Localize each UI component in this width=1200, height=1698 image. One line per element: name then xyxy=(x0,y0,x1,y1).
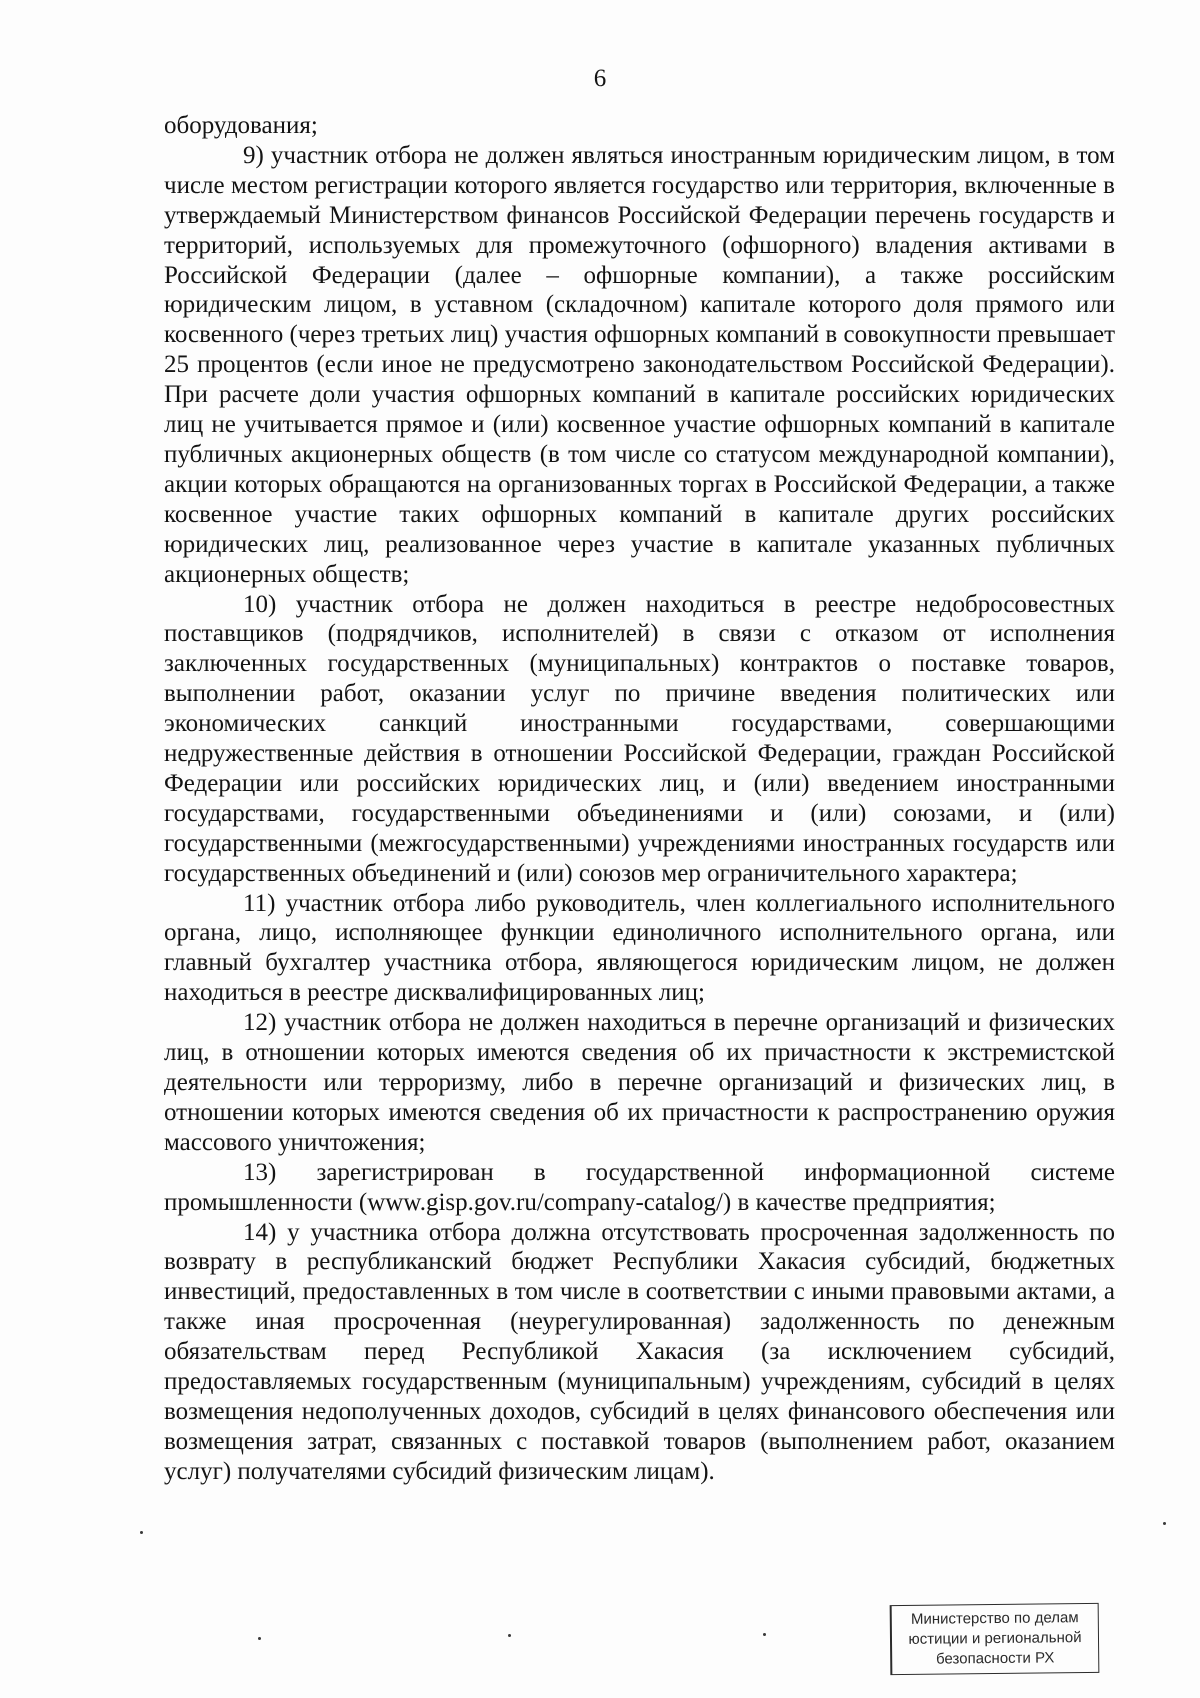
paragraph-item-12: 12) участник отбора не должен находиться в перечне организаций и физических лиц, в отношении которых имеются сведения об их причастности к экстремистской деятельности или терроризму, либо в перечне организаций и физических лиц, в отношении которых имеются сведения об их причастности к распространению оружия массового уничтожения; xyxy=(164,1009,1115,1156)
page-number: 6 xyxy=(593,65,607,92)
document-body xyxy=(164,111,1115,1487)
stamp-line: Министерство по делам xyxy=(910,1609,1079,1628)
scan-speck xyxy=(140,1531,143,1534)
scan-speck xyxy=(508,1634,511,1637)
paragraph-item-9: 9) участник отбора не должен являться иностранным юридическим лицом, в том числе местом регистрации которого является государство или территория, включенные в утверждаемый Министерством финансов Российской Федерации перечень государств и территорий, используемых для промежуточного (офшорного) владения активами в Российской Федерации (далее – офшорные компании), а также российским юридическим лицом, в уставном (складочном) капитале которого доля прямого или косвенного (через третьих лиц) участия офшорных компаний в совокупности превышает 25 процентов (если иное не предусмотрено законодательством Российской Федерации). При расчете доли участия офшорных компаний в капитале российских юридических лиц не учитывается прямое и (или) косвенное участие офшорных компаний в капитале публичных акционерных обществ (в том числе со статусом международной компании), акции которых обращаются на организованных торгах в Российской Федерации, а также косвенное участие таких офшорных компаний в капитале других российских юридических лиц, реализованное через участие в капитале указанных публичных акционерных обществ; xyxy=(164,141,1115,588)
stamp-line: юстиции и региональной xyxy=(908,1629,1082,1648)
scan-speck xyxy=(1163,1522,1166,1525)
stamp-line: безопасности РХ xyxy=(935,1649,1055,1668)
paragraph-continuation: оборудования; xyxy=(164,112,318,139)
paragraph-item-14: 14) у участника отбора должна отсутствовать просроченная задолженность по возврату в республиканский бюджет Республики Хакасия субсидий, бюджетных инвестиций, предоставленных в том числе в соответствии с иными правовыми актами, а также иная просроченная (неурегулированная) задолженность по денежным обязательствам перед Республикой Хакасия (за исключением субсидий, предоставляемых государственным (муниципальным) учреждениям, субсидий в целях возмещения недополученных доходов, субсидий в целях финансового обеспечения или возмещения затрат, связанных с поставкой товаров (выполнением работ, оказанием услуг) получателями субсидий физическим лицам). xyxy=(164,1218,1115,1485)
scan-speck xyxy=(258,1637,261,1640)
paragraph-item-13: 13) зарегистрирован в государственной информационной системе промышленности (www.gisp.gov.ru/company-catalog/) в качестве предприятия; xyxy=(164,1158,1115,1216)
scan-speck xyxy=(763,1633,766,1636)
paragraph-item-11: 11) участник отбора либо руководитель, член коллегиального исполнительного органа, лицо, исполняющее функции единоличного исполнительного органа, или главный бухгалтер участника отбора, являющегося юридическим лицом, не должен находиться в реестре дисквалифицированных лиц; xyxy=(164,889,1115,1007)
paragraph-item-10: 10) участник отбора не должен находиться в реестре недобросовестных поставщиков (подрядчиков, исполнителей) в связи с отказом от исполнения заключенных государственных (муниципальных) контрактов о поставке товаров, выполнении работ, оказании услуг по причине введения политических или экономических санкций иностранными государствами, совершающими недружественные действия в отношении Российской Федерации, граждан Российской Федерации или российских юридических лиц, и (или) введением иностранными государствами, государственными объединениями и (или) союзами, и (или) государственными (межгосударственными) учреждениями иностранных государств или государственных объединений и (или) союзов мер ограничительного характера; xyxy=(164,590,1115,887)
ministry-registration-stamp xyxy=(890,1603,1100,1675)
